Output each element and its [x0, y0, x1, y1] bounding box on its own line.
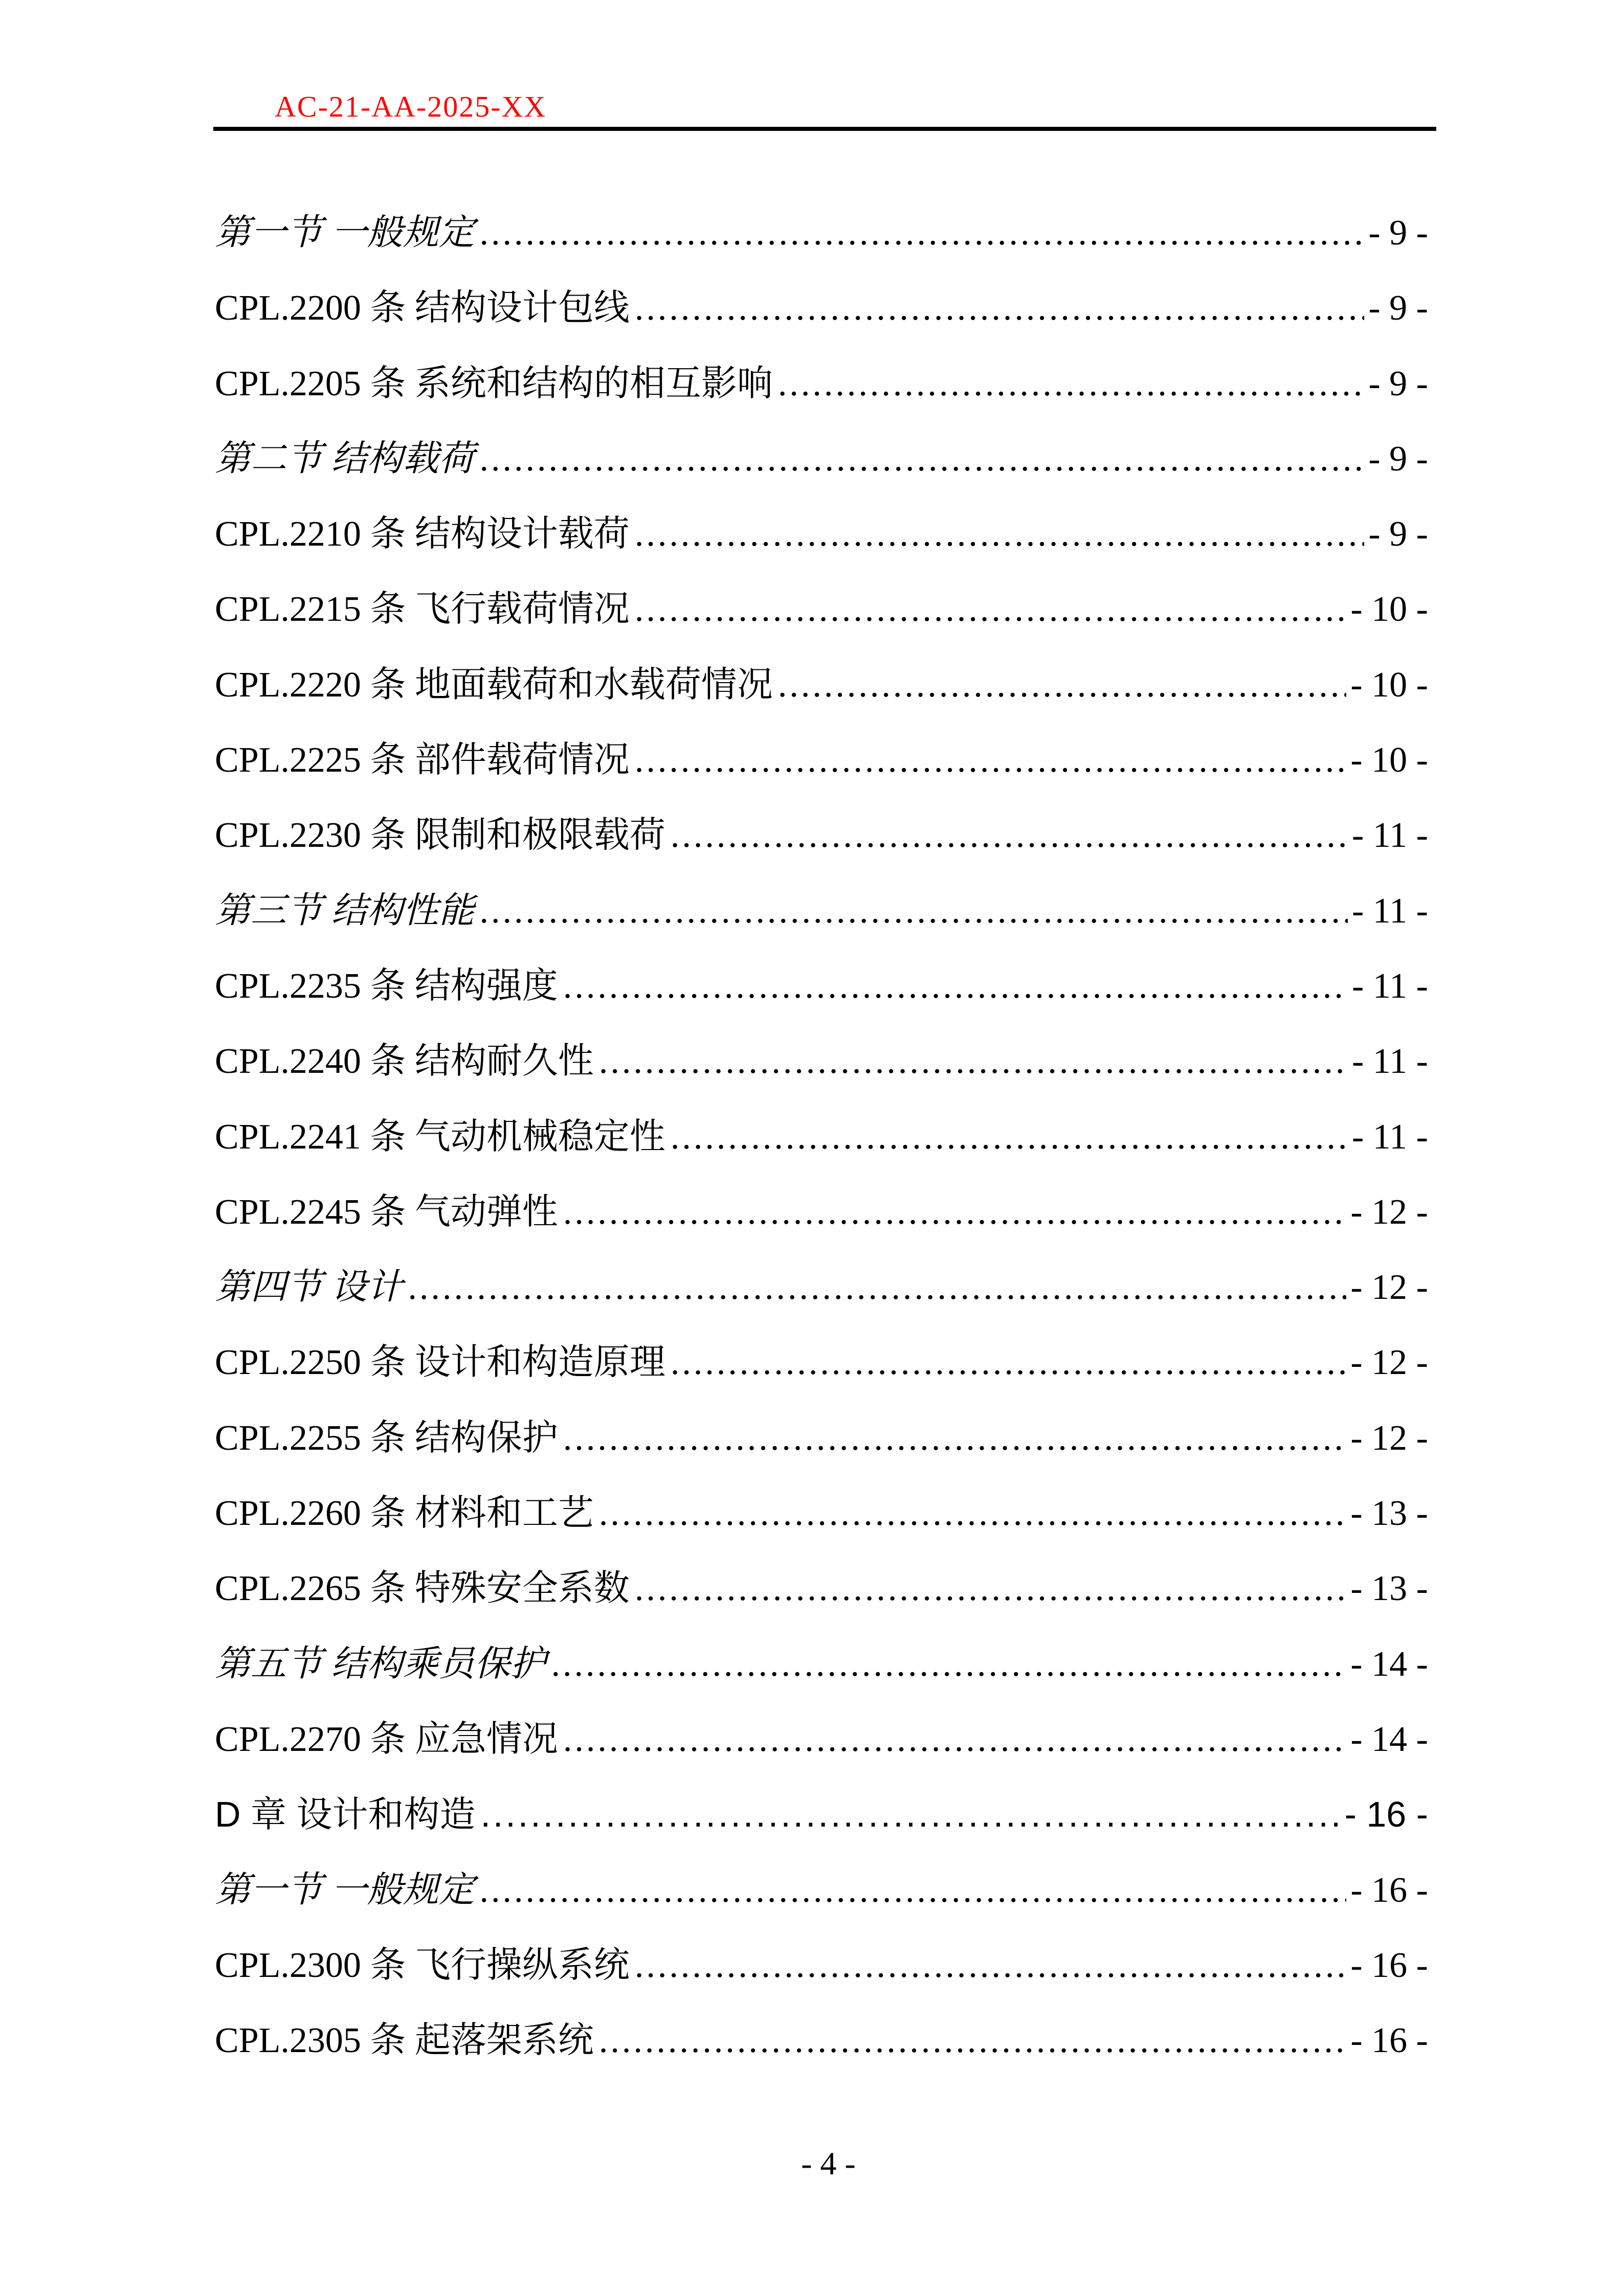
toc-entry[interactable]	[215, 2003, 1428, 2078]
toc-entry[interactable]	[215, 873, 1428, 949]
toc-dot-leader	[671, 1325, 1346, 1400]
toc-dot-leader	[480, 1853, 1347, 1928]
toc-entry[interactable]	[215, 572, 1428, 647]
toc-entry[interactable]	[215, 346, 1428, 421]
toc-entry-page: - 16 -	[1350, 1870, 1428, 1910]
toc-entry[interactable]	[215, 1627, 1428, 1702]
toc-entry-label: CPL.2300 条 飞行操纵系统	[215, 1945, 630, 1985]
toc-entry[interactable]	[215, 1325, 1428, 1400]
toc-entry-label: CPL.2255 条 结构保护	[215, 1418, 558, 1458]
toc-entry-label: CPL.2220 条 地面载荷和水载荷情况	[215, 665, 773, 705]
toc-dot-leader	[671, 798, 1348, 873]
toc-entry[interactable]	[215, 497, 1428, 572]
toc-entry-label: CPL.2270 条 应急情况	[215, 1719, 558, 1759]
toc-entry-page: - 14 -	[1350, 1644, 1428, 1684]
toc-entry[interactable]	[215, 1024, 1428, 1099]
toc-entry[interactable]	[215, 271, 1428, 346]
toc-entry-page: - 16 -	[1350, 1945, 1428, 1985]
toc-dot-leader	[563, 1401, 1346, 1476]
toc-dot-leader	[480, 421, 1365, 497]
toc-entry-page: - 13 -	[1350, 1569, 1428, 1609]
toc-entry-label: 第四节 设计	[215, 1268, 403, 1308]
toc-entry-page: - 12 -	[1350, 1192, 1428, 1232]
toc-entry[interactable]	[215, 723, 1428, 798]
toc-dot-leader	[563, 1175, 1346, 1250]
toc-dot-leader	[599, 2003, 1346, 2078]
toc-entry-page: - 9 -	[1368, 364, 1428, 403]
toc-dot-leader	[599, 1024, 1348, 1099]
toc-dot-leader	[480, 1777, 1340, 1852]
toc-entry-label: CPL.2215 条 飞行载荷情况	[215, 590, 630, 629]
toc-entry-page: - 11 -	[1351, 816, 1428, 856]
toc-entry-page: - 11 -	[1351, 891, 1428, 931]
toc-dot-leader	[480, 873, 1348, 949]
toc-entry-label: 第三节 结构性能	[215, 891, 475, 931]
toc-entry[interactable]	[215, 1551, 1428, 1626]
toc-dot-leader	[563, 1702, 1346, 1777]
toc-entry-page: - 9 -	[1368, 514, 1428, 554]
toc-entry[interactable]	[215, 1250, 1428, 1325]
toc-entry[interactable]	[215, 1099, 1428, 1175]
header-divider	[213, 127, 1436, 131]
toc-entry-page: - 13 -	[1350, 1494, 1428, 1534]
toc-entry-label: 第一节 一般规定	[215, 1870, 475, 1910]
toc-entry-page: - 14 -	[1350, 1719, 1428, 1759]
toc-dot-leader	[563, 949, 1348, 1024]
toc-entry[interactable]	[215, 798, 1428, 873]
toc-entry-label: CPL.2245 条 气动弹性	[215, 1192, 558, 1232]
toc-entry[interactable]	[215, 1928, 1428, 2003]
toc-entry-label: CPL.2241 条 气动机械稳定性	[215, 1117, 665, 1157]
toc-dot-leader	[778, 647, 1346, 723]
toc-entry[interactable]	[215, 421, 1428, 497]
toc-entry-label: CPL.2205 条 系统和结构的相互影响	[215, 364, 773, 403]
toc-entry-page: - 12 -	[1350, 1343, 1428, 1383]
toc-dot-leader	[635, 1928, 1346, 2003]
toc-entry-page: - 9 -	[1368, 439, 1428, 479]
toc-entry-label: CPL.2260 条 材料和工艺	[215, 1494, 594, 1534]
toc-entry-label: CPL.2305 条 起落架系统	[215, 2021, 594, 2061]
toc-entry-page: - 11 -	[1351, 966, 1428, 1006]
document-number: AC-21-AA-2025-XX	[275, 90, 547, 123]
toc-entry[interactable]	[215, 1702, 1428, 1777]
toc-entry[interactable]	[215, 949, 1428, 1024]
toc-entry-label: 第一节 一般规定	[215, 213, 475, 253]
toc-entry-label: CPL.2210 条 结构设计载荷	[215, 514, 630, 554]
toc-entry[interactable]	[215, 1175, 1428, 1250]
toc-entry-page: - 9 -	[1368, 288, 1428, 328]
toc-entry-label: CPL.2200 条 结构设计包线	[215, 288, 630, 328]
toc-entry-label: 第二节 结构载荷	[215, 439, 475, 479]
toc-entry-page: - 12 -	[1350, 1418, 1428, 1458]
toc-entry-page: - 11 -	[1351, 1042, 1428, 1082]
toc-entry-label: D 章 设计和构造	[215, 1794, 476, 1835]
toc-dot-leader	[635, 1551, 1346, 1626]
toc-entry-label: CPL.2265 条 特殊安全系数	[215, 1569, 630, 1609]
toc-entry-page: - 16 -	[1350, 2021, 1428, 2061]
toc-entry-label: CPL.2225 条 部件载荷情况	[215, 740, 630, 780]
toc-dot-leader	[635, 271, 1364, 346]
toc-entry-page: - 11 -	[1351, 1117, 1428, 1157]
toc-entry[interactable]	[215, 647, 1428, 723]
toc-entry-page: - 10 -	[1350, 740, 1428, 780]
toc-entry[interactable]	[215, 1401, 1428, 1476]
toc-entry-page: - 9 -	[1368, 213, 1428, 253]
footer-page-number: - 4 -	[801, 2145, 856, 2181]
toc-dot-leader	[671, 1099, 1348, 1175]
toc-entry[interactable]	[215, 1777, 1428, 1852]
toc-entry-label: 第五节 结构乘员保护	[215, 1644, 546, 1684]
toc-entry[interactable]	[215, 1853, 1428, 1928]
toc-dot-leader	[635, 572, 1346, 647]
toc-entry-page: - 12 -	[1350, 1268, 1428, 1308]
toc-entry[interactable]	[215, 1476, 1428, 1551]
toc-entry-page: - 10 -	[1350, 590, 1428, 629]
toc-dot-leader	[635, 723, 1346, 798]
toc-entry-page: - 10 -	[1350, 665, 1428, 705]
toc-entry-label: CPL.2230 条 限制和极限载荷	[215, 816, 665, 856]
toc-dot-leader	[599, 1476, 1346, 1551]
table-of-contents	[215, 195, 1428, 2078]
toc-dot-leader	[408, 1250, 1347, 1325]
toc-entry[interactable]	[215, 195, 1428, 271]
toc-dot-leader	[551, 1627, 1347, 1702]
toc-entry-label: CPL.2240 条 结构耐久性	[215, 1042, 594, 1082]
toc-dot-leader	[480, 195, 1365, 271]
toc-entry-page: - 16 -	[1344, 1794, 1428, 1835]
toc-dot-leader	[778, 346, 1364, 421]
toc-dot-leader	[635, 497, 1364, 572]
toc-entry-label: CPL.2250 条 设计和构造原理	[215, 1343, 665, 1383]
toc-entry-label: CPL.2235 条 结构强度	[215, 966, 558, 1006]
page-footer	[0, 2105, 1624, 2222]
